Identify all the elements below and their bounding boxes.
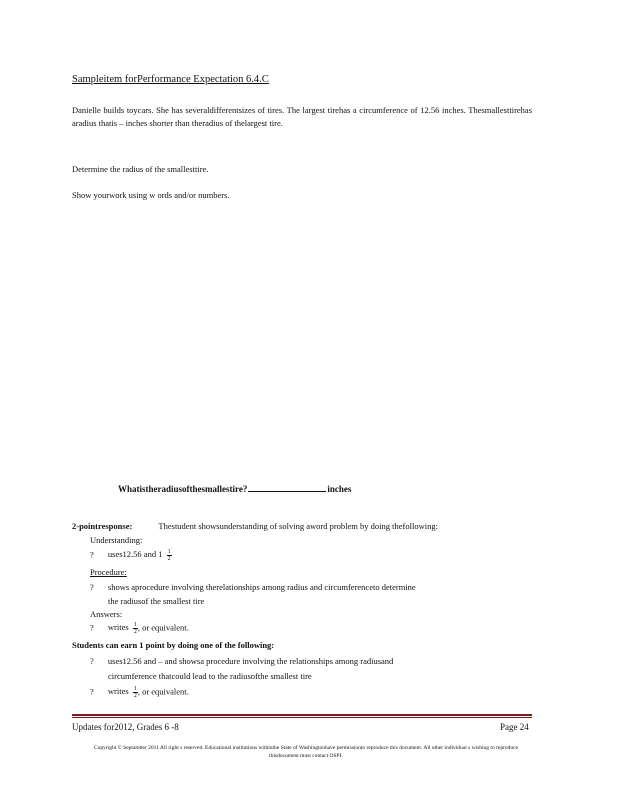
understanding-label: Understanding: <box>90 535 143 545</box>
answer-prompt-text: Whatistheradiusofthesmallestire? <box>118 484 248 494</box>
one-point-item1-line2: circumference thatcould lead to the radiusofthe smallest tire <box>108 671 312 681</box>
fraction-numerator: 1 <box>133 622 137 628</box>
problem-instruction: Determine the radius of the smallesttire. <box>72 164 209 174</box>
one-point-item2-after: , or equivalent. <box>137 686 189 697</box>
answer-unit: inches <box>327 484 352 494</box>
understanding-item <box>90 549 172 562</box>
fraction-numerator: 1 <box>167 549 171 555</box>
show-work-instruction: Show yourwork using w ords and/or numbers. <box>72 190 230 200</box>
one-point-label: Students can earn 1 point by doing one of the following: <box>72 640 275 650</box>
fraction-denominator: 2 <box>133 693 137 699</box>
fraction-denominator: 2 <box>133 629 137 635</box>
fraction <box>167 549 172 562</box>
one-point-item1-line1: uses12.56 and – and showsa procedure involving the relationships among radiusand <box>107 656 394 666</box>
fraction-denominator: 2 <box>167 556 171 562</box>
procedure-item-line2: the radiusof the smallest tire <box>108 596 205 606</box>
one-point-item2 <box>90 686 189 699</box>
bullet: ? <box>90 582 94 592</box>
two-point-response <box>72 521 438 532</box>
footer-rule-thin <box>72 717 532 718</box>
page-number: Page 24 <box>500 722 529 732</box>
footer-rule <box>72 714 532 716</box>
problem-paragraph: Danielle builds toycars. She has severaldifferentsizes of tires. The largest tirehas a circumference of 12.56 inches. Thesmallesttirehas aradius thatis – inches shorter than theradius of thelargest tire. <box>72 105 532 128</box>
copyright-notice: Copyright © Septamber 2011 All right s reserved. Educational institutions withinthe State of Washingtonhave permissionto reproduce this document. All other individual s wishing to reproduce thisdocument must contact OSPI. <box>93 745 519 759</box>
answer-blank <box>248 482 326 492</box>
answer-prompt <box>118 482 351 495</box>
procedure-item <box>90 582 416 593</box>
bullet: ? <box>90 656 94 666</box>
one-point-item2-before: writes <box>107 686 129 697</box>
one-point-item1 <box>90 656 393 667</box>
understanding-item-text: uses12.56 and 1 <box>107 549 163 560</box>
footer-left: Updates for2012, Grades 6 -8 <box>72 722 179 732</box>
answers-item <box>90 622 189 635</box>
fraction-numerator: 1 <box>133 686 137 692</box>
two-point-text: Thestudent showsunderstanding of solving aword problem by doing thefollowing: <box>158 521 438 531</box>
answers-item-after: , or equivalent. <box>137 622 189 633</box>
procedure-item-line1: shows aprocedure involving therelationships among radius and circumferenceto determine <box>107 582 416 592</box>
answers-item-before: writes <box>107 622 129 633</box>
bullet: ? <box>90 549 94 560</box>
page-title: Sampleitem forPerformance Expectation 6.4.C <box>72 74 269 85</box>
bullet: ? <box>90 686 94 697</box>
two-point-label: 2-pointresponse: <box>72 521 133 531</box>
procedure-label: Procedure: <box>90 567 127 577</box>
bullet: ? <box>90 622 94 633</box>
answers-label: Answers: <box>90 609 123 619</box>
